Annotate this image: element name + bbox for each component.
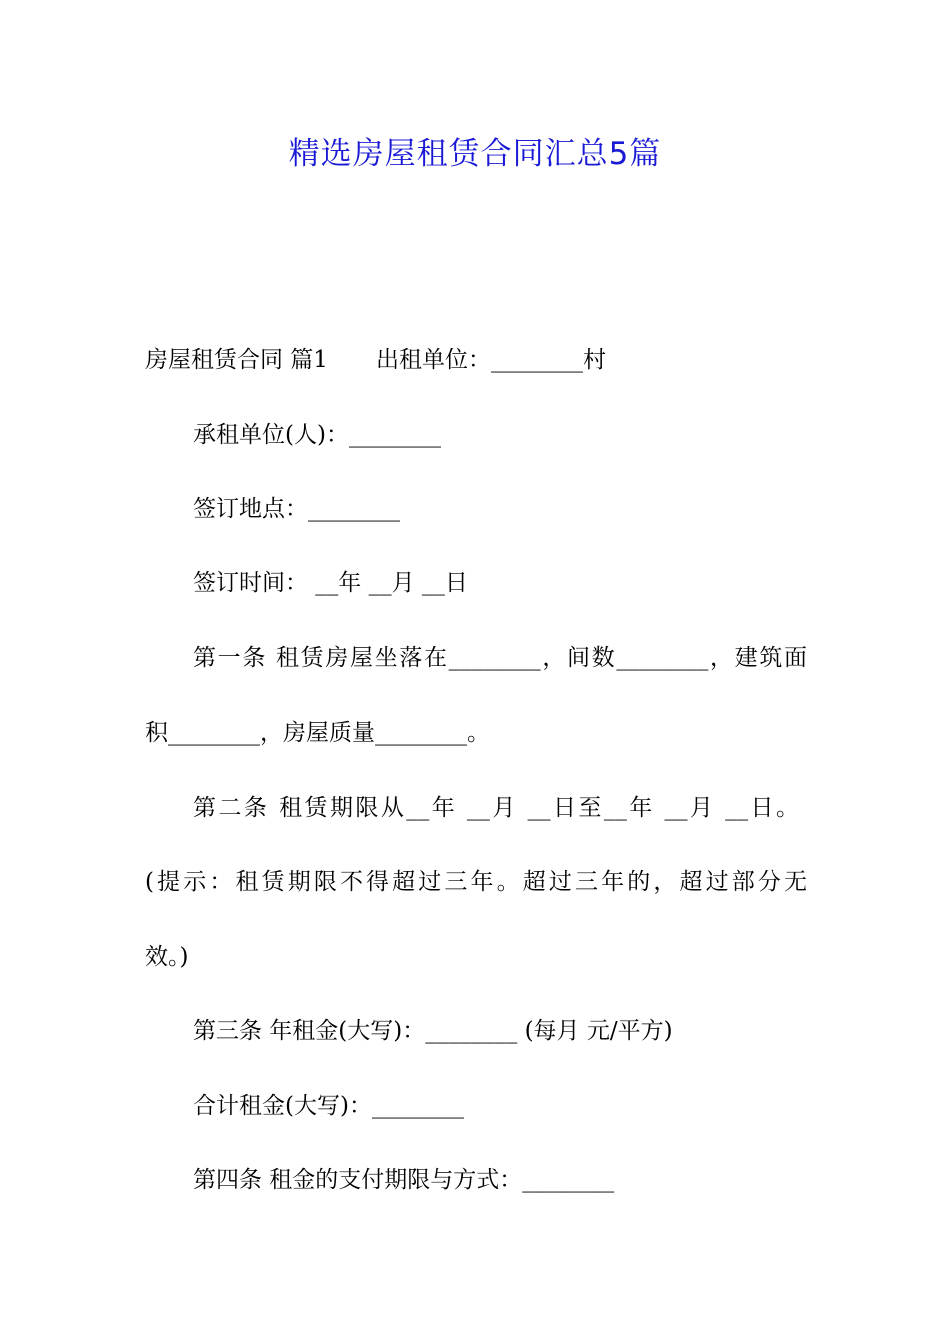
article-2-note-line-1: (提示：租赁期限不得超过三年。超过三年的，超过部分无 [145, 869, 807, 895]
signing-place-field: 签订地点：________ [193, 496, 400, 522]
lessor-field: 出租单位：________村 [375, 347, 606, 373]
article-1-line-2: 积________，房屋质量________。 [145, 720, 490, 746]
contract-header-line [145, 345, 606, 375]
lessee-field: 承租单位(人)：________ [193, 422, 441, 448]
document-title: 精选房屋租赁合同汇总5篇 [288, 136, 662, 172]
article-1-line-1: 第一条 租赁房屋坐落在________，间数________，建筑面 [193, 645, 807, 671]
total-rent-field: 合计租金(大写)：________ [193, 1093, 464, 1119]
article-4-line: 第四条 租金的支付期限与方式：________ [193, 1167, 615, 1193]
signing-date-field: 签订时间： __年 __月 __日 [193, 570, 468, 596]
article-3-line: 第三条 年租金(大写)：________ (每月 元/平方) [193, 1018, 673, 1044]
article-2-note-line-2: 效。) [145, 944, 189, 970]
article-2-line: 第二条 租赁期限从__年 __月 __日至__年 __月 __日。 [193, 795, 799, 821]
contract-heading: 房屋租赁合同 篇1 [145, 347, 328, 373]
